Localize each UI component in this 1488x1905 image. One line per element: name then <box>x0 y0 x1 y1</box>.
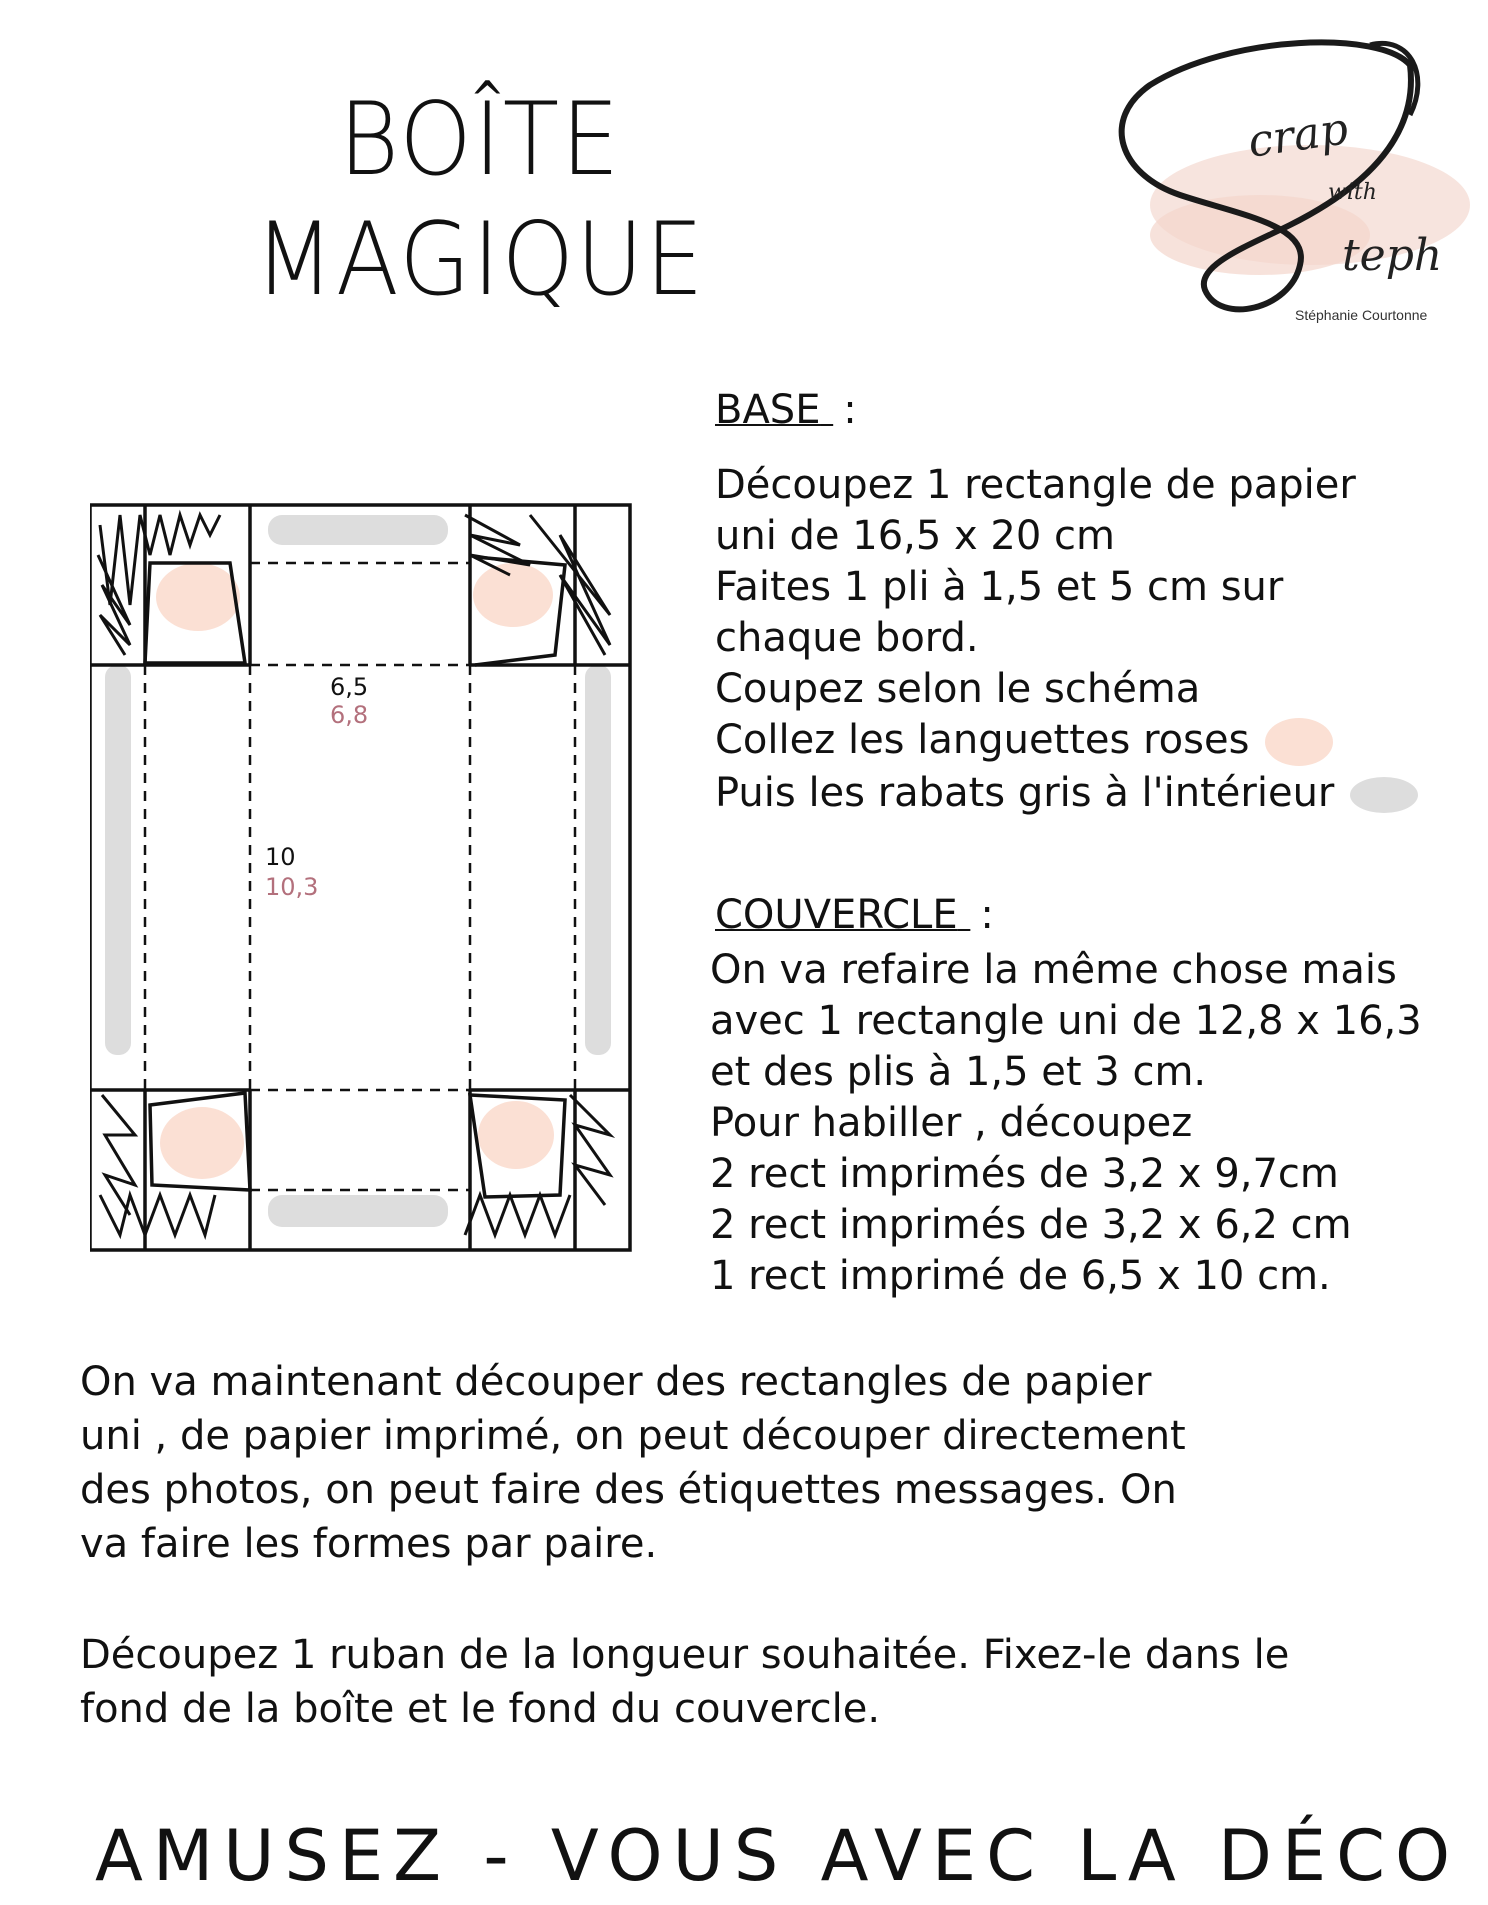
footer-slogan: AMUSEZ - VOUS AVEC LA DÉCO <box>95 1815 1461 1897</box>
base-line-6-wrap <box>715 715 1475 768</box>
grey-swatch-icon <box>1348 772 1420 818</box>
height-label: 10 <box>265 843 296 871</box>
page-title <box>200 80 760 320</box>
couvercle-title-text: COUVERCLE <box>715 892 958 938</box>
couvercle-instructions <box>710 945 1470 1302</box>
logo-word-with: with <box>1328 180 1377 205</box>
paragraph2-line-2: fond de la boîte et le fond du couvercle. <box>80 1686 881 1732</box>
logo-word-crap: crap <box>1244 103 1352 168</box>
couvercle-title-colon: : <box>980 892 994 938</box>
base-title-text: BASE <box>715 387 821 433</box>
paragraph1-line-3: des photos, on peut faire des étiquettes messages. On <box>80 1467 1177 1513</box>
base-line-7-wrap <box>715 768 1475 819</box>
base-line-5: Coupez selon le schéma <box>715 666 1201 712</box>
paragraph2-line-1: Découpez 1 ruban de la longueur souhaitée. Fixez-le dans le <box>80 1632 1290 1678</box>
base-instructions <box>715 460 1475 819</box>
couvercle-line-3: et des plis à 1,5 et 3 cm. <box>710 1049 1207 1095</box>
logo-graphic <box>1110 25 1480 330</box>
pink-glue-tabs <box>156 563 554 1179</box>
title-line-2: MAGIQUE <box>254 200 706 319</box>
couvercle-section-title <box>715 890 994 941</box>
width-label: 6,5 <box>330 673 369 701</box>
scrap-with-steph-logo <box>1110 25 1480 330</box>
pink-swatch-icon <box>1263 716 1335 768</box>
paragraph1-line-1: On va maintenant découper des rectangles de papier <box>80 1359 1152 1405</box>
title-line-1: BOÎTE <box>338 80 622 199</box>
base-line-1: Découpez 1 rectangle de papier <box>715 462 1356 508</box>
box-cut-diagram <box>90 495 635 1257</box>
couvercle-line-2: avec 1 rectangle uni de 12,8 x 16,3 <box>710 998 1422 1044</box>
base-line-7: Puis les rabats gris à l'intérieur <box>715 770 1335 816</box>
width-label-alt: 6,8 <box>330 701 369 729</box>
logo-word-teph: teph <box>1342 230 1443 281</box>
base-line-3: Faites 1 pli à 1,5 et 5 cm sur <box>715 564 1284 610</box>
paragraph1-line-4: va faire les formes par paire. <box>80 1521 658 1567</box>
couvercle-line-5: 2 rect imprimés de 3,2 x 9,7cm <box>710 1151 1339 1197</box>
height-label-alt: 10,3 <box>265 873 319 901</box>
paragraph-rectangles <box>80 1355 1420 1571</box>
base-line-2: uni de 16,5 x 20 cm <box>715 513 1115 559</box>
paragraph-ribbon <box>80 1628 1420 1736</box>
base-line-4: chaque bord. <box>715 615 979 661</box>
base-line-6: Collez les languettes roses <box>715 717 1250 763</box>
couvercle-line-1: On va refaire la même chose mais <box>710 947 1397 993</box>
base-section-title <box>715 385 857 436</box>
base-title-colon: : <box>843 387 857 433</box>
couvercle-line-6: 2 rect imprimés de 3,2 x 6,2 cm <box>710 1202 1352 1248</box>
paragraph1-line-2: uni , de papier imprimé, on peut découper directement <box>80 1413 1186 1459</box>
logo-author: Stéphanie Courtonne <box>1295 307 1428 323</box>
couvercle-line-4: Pour habiller , découpez <box>710 1100 1193 1146</box>
couvercle-line-7: 1 rect imprimé de 6,5 x 10 cm. <box>710 1253 1331 1299</box>
